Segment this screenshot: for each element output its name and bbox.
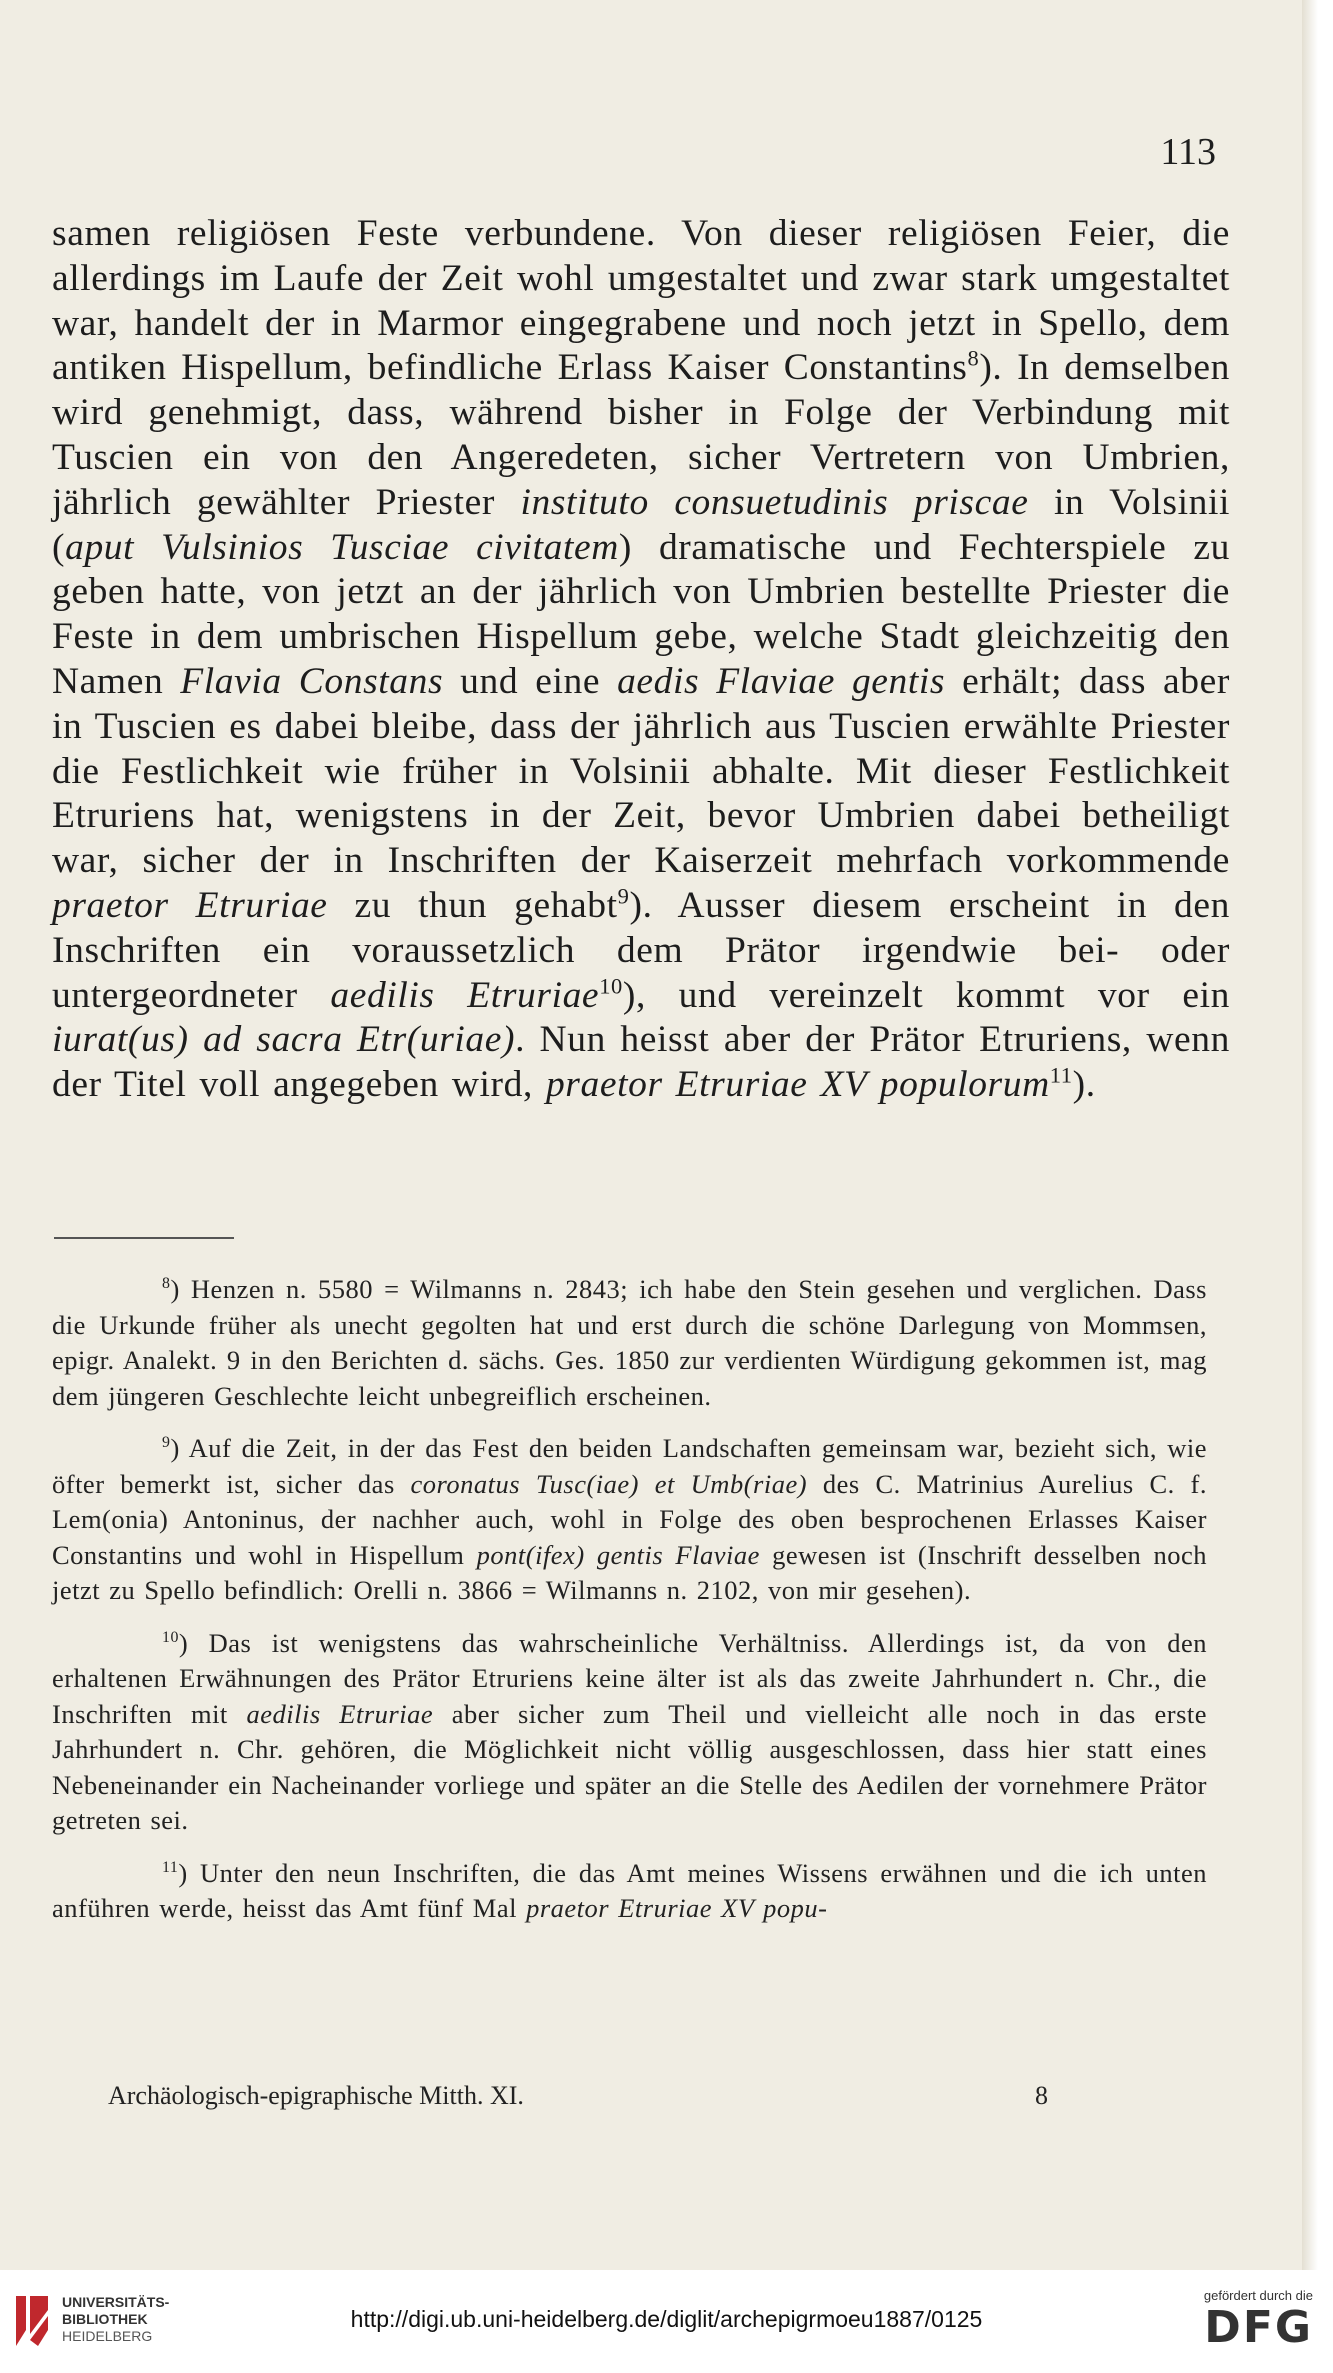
- footnote-ref-9: 9: [617, 883, 630, 909]
- latin-phrase: instituto consuetudinis priscae: [520, 481, 1029, 523]
- dfg-logo: DFG: [1204, 2302, 1313, 2353]
- page-edge-shadow: [1302, 0, 1318, 2270]
- latin-phrase: praetor Etruriae XV populorum: [545, 1064, 1050, 1106]
- library-name: UNIVERSITÄTS- BIBLIOTHEK HEIDELBERG: [62, 2294, 170, 2344]
- footnote-9: $^9$) Auf die Zeit, in der das Fest den beiden Landschaften gemeinsam war, bezieht sich, wie öfter bemerkt ist, sicher das coronatus Tusc(iae) et Umb(riae) des C. Matrinius Aurelius C. f. Lem(onia) Antoninus, der nachher auch, wohl in Folge des oben besprochenen Erlasses Kaiser Constantins und wohl in Hispellum pont(ifex) gentis Flaviae gewesen ist (Inschrift desselben noch jetzt zu Spello befindlich: Orelli n. 3866 = Wilmanns n. 2102, von mir gesehen).: [52, 1433, 1207, 1605]
- latin-phrase: aedis Flaviae gentis: [617, 660, 946, 702]
- source-url-link[interactable]: http://digi.ub.uni-heidelberg.de/diglit/archepigrmoeu1887/0125: [350, 2306, 983, 2332]
- footnote-ref-10: 10: [599, 973, 623, 999]
- page-number: 113: [1160, 131, 1216, 173]
- latin-phrase: aedilis Etruriae: [330, 974, 600, 1016]
- journal-title: Archäologisch-epigraphische Mitth. XI.: [108, 2081, 524, 2110]
- funding-caption: gefördert durch die: [1203, 2288, 1313, 2303]
- digitization-banner: [0, 2270, 1333, 2373]
- latin-phrase: praetor Etruriae: [52, 884, 328, 926]
- main-body-text: [52, 212, 1230, 1108]
- funder-block: [1163, 2288, 1313, 2353]
- footnote-10: $^{10}$) Das ist wenigstens das wahrscheinliche Verhältniss. Allerdings ist, da von den erhaltenen Erwähnungen des Prätor Etruriens keine älter ist als das zweite Jahrhundert n. Chr., die Inschriften mit aedilis Etruriae aber sicher zum Theil und vielleicht alle noch in das erste Jahrhundert n. Chr. gehören, die Möglichkeit nicht völlig ausgeschlossen, dass hier statt eines Nebeneinander ein Nacheinander vorliege und später an die Stelle des Aedilen der vornehmere Prätor getreten sei.: [52, 1627, 1208, 1835]
- footnote-separator: [54, 1237, 234, 1239]
- footnotes: [52, 1272, 1207, 1944]
- body-paragraph: samen religiösen Feste verbundene. Von dieser religiösen Feier, die allerdings im Laufe der Zeit wohl umgestaltet und zwar stark umgestaltet war, handelt der in Marmor eingegrabene und noch jetzt in Spello, dem antiken Hispellum, befindliche Erlass Kaiser Constantins$^8$). In demselben wird genehmigt, dass, während bisher in Folge der Verbindung mit Tuscien ein von den Angeredeten, sicher Vertretern von Umbrien, jährlich gewählter Priester instituto consuetudinis priscae in Volsinii (aput Vulsinios Tusciae civitatem) dramatische und Fechterspiele zu geben hatte, von jetzt an der jährlich von Umbrien bestellte Priester die Feste in dem umbrischen Hispellum gebe, welche Stadt gleichzeitig den Namen Flavia Constans und eine aedis Flaviae gentis erhält; dass aber in Tuscien es dabei bleibe, dass der jährlich aus Tuscien erwählte Priester die Festlichkeit wie früher in Volsinii abhalte. Mit dieser Festlichkeit Etruriens hat, wenigstens in der Zeit, bevor Umbrien dabei betheiligt war, sicher der in Inschriften der Kaiserzeit mehrfach vorkommende praetor Etruriae zu thun gehabt$^9$). Ausser diesem erscheint in den Inschriften ein voraussetzlich dem Prätor irgendwie bei- oder untergeordneter aedilis Etruriae$^{10}$), und vereinzelt kommt vor ein iurat(us) ad sacra Etr(uriae). Nun heisst aber der Prätor Etruriens, wenn der Titel voll angegeben wird, praetor Etruriae XV populorum$^{11}$).: [52, 213, 1230, 1106]
- footnote-11: $^{11}$) Unter den neun Inschriften, die das Amt meines Wissens erwähnen und die ich unten anführen werde, heisst das Amt fünf Mal praetor Etruriae XV popu-: [52, 1857, 1207, 1923]
- footnote-ref-11: 11: [1049, 1062, 1073, 1088]
- latin-phrase: iurat(us) ad sacra Etr(uriae): [52, 1019, 516, 1061]
- footnote-8: $^8$) Henzen n. 5580 = Wilmanns n. 2843; ich habe den Stein gesehen und verglichen. Dass die Urkunde früher als unecht gegolten hat und erst durch die schöne Darlegung von Mommsen, epigr. Analekt. 9 in den Berichten d. sächs. Ges. 1850 zur verdienten Würdigung gekommen ist, mag dem jüngeren Geschlechte leicht unbegreiflich erscheinen.: [52, 1274, 1207, 1411]
- latin-phrase: Flavia Constans: [180, 660, 444, 702]
- signature-mark: 8: [1035, 2081, 1048, 2110]
- latin-phrase: aput Vulsinios Tusciae civitatem: [65, 526, 619, 568]
- footnote-ref-8: 8: [967, 345, 980, 371]
